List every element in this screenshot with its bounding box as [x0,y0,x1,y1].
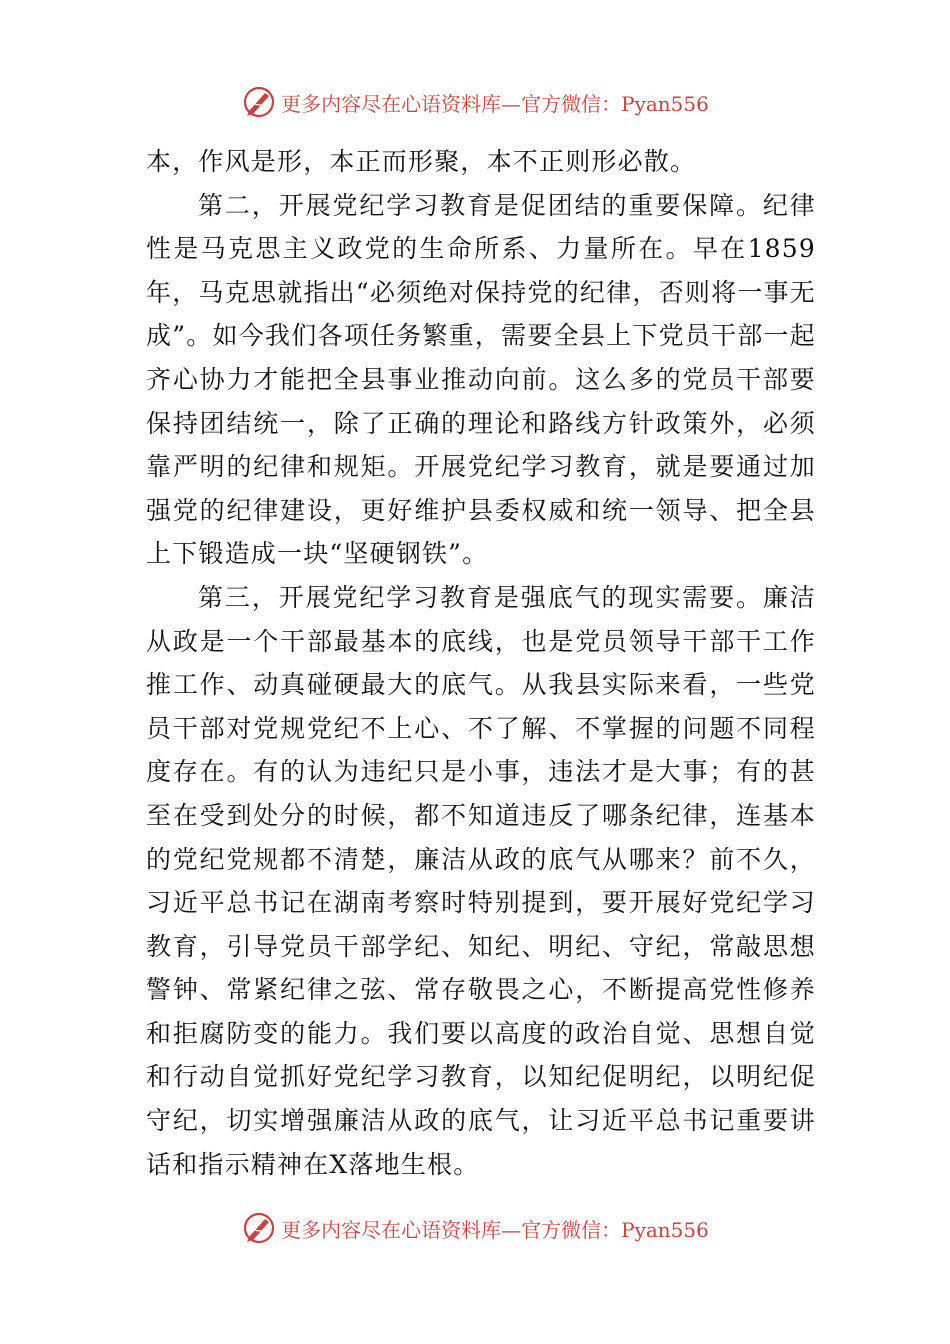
header-banner [0,82,950,122]
footer-banner [0,1208,950,1248]
pen-circle-logo-icon [241,1210,277,1246]
pen-circle-logo-icon [241,84,277,120]
paragraph-2: 第二，开展党纪学习教育是促团结的重要保障。纪律性是马克思主义政党的生命所系、力量所在。早在1859年，马克思就指出“必须绝对保持党的纪律，否则将一事无成”。如今我们各项任务繁重，需要全县上下党员干部一起齐心协力才能把全县事业推动向前。这么多的党员干部要保持团结统一，除了正确的理论和路线方针政策外，必须靠严明的纪律和规矩。开展党纪学习教育，就是要通过加强党的纪律建设，更好维护县委权威和统一领导、把全县上下锻造成一块“坚硬钢铁”。 [146,190,816,569]
header-banner-text: 更多内容尽在心语资料库—官方微信：Pyan556 [281,91,709,116]
paragraph-1: 本，作风是形，本正而形聚，本不正则形必散。 [146,147,697,176]
paragraph-3: 第三，开展党纪学习教育是强底气的现实需要。廉洁从政是一个干部最基本的底线，也是党员领导干部干工作推工作、动真碰硬最大的底气。从我县实际来看，一些党员干部对党规党纪不上心、不了解、不掌握的问题不同程度存在。有的认为违纪只是小事，违法才是大事；有的甚至在受到处分的时候，都不知道违反了哪条纪律，连基本的党纪党规都不清楚，廉洁从政的底气从哪来？前不久，习近平总书记在湖南考察时特别提到，要开展好党纪学习教育，引导党员干部学纪、知纪、明纪、守纪，常敲思想警钟、常紧纪律之弦、常存敬畏之心，不断提高党性修养和拒腐防变的能力。我们要以高度的政治自觉、思想自觉和行动自觉抓好党纪学习教育，以知纪促明纪，以明纪促守纪，切实增强廉洁从政的底气，让习近平总书记重要讲话和指示精神在X落地生根。 [146,582,816,1179]
document-body [146,140,816,1186]
footer-banner-text: 更多内容尽在心语资料库—官方微信：Pyan556 [281,1217,709,1242]
